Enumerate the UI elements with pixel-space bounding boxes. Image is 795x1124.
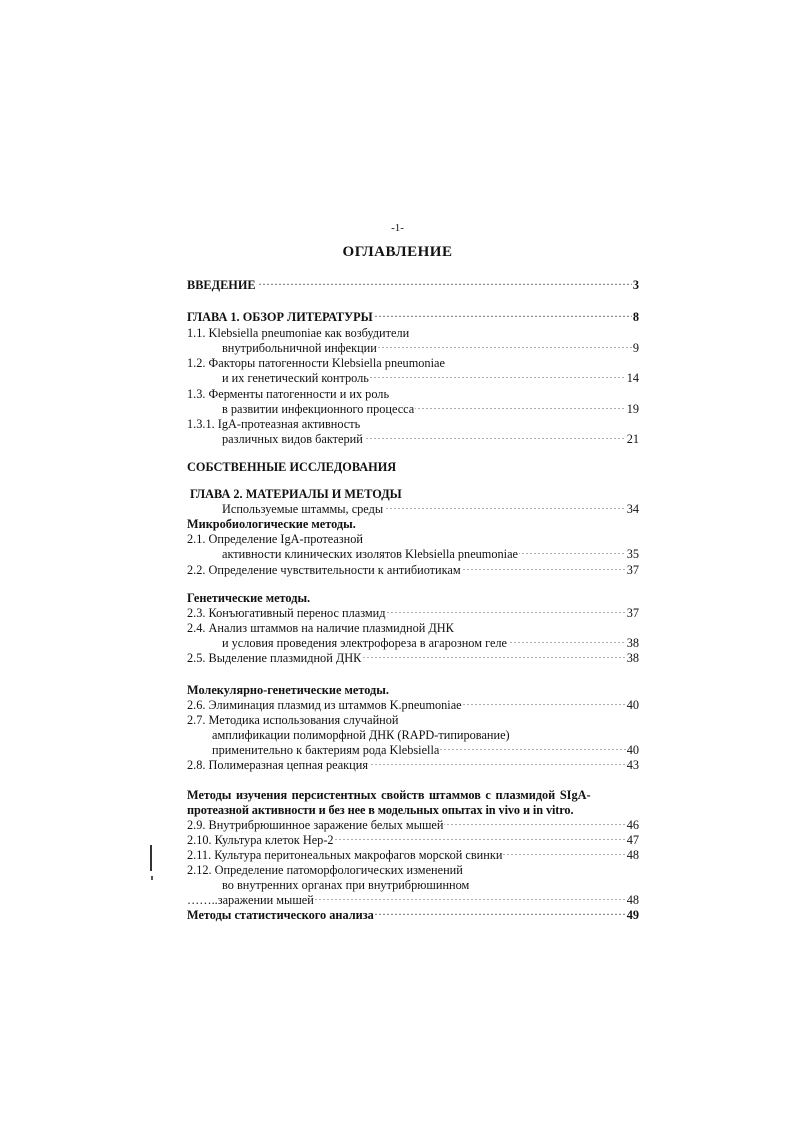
- toc-entry: 1.2. Факторы патогенности Klebsiella pneumoniae: [187, 356, 445, 370]
- subsection-heading: Генетические методы.: [187, 591, 311, 605]
- toc-entry: . . . ГЛАВА 1. ОБЗОР ЛИТЕРАТУРЫ 8: [187, 309, 639, 325]
- subsection-heading: Микробиологические методы.: [187, 517, 356, 531]
- toc-entry: 2.7. Методика использования случайной: [187, 713, 399, 727]
- toc-entry: . . . Методы статистического анализа 49: [187, 907, 639, 923]
- toc-entry: . . . 2.11. Культура перитонеальных макрофагов морской свинки 48: [187, 847, 639, 863]
- toc-entry: амплификации полиморфной ДНК (RAPD-типирование): [212, 728, 510, 742]
- toc-entry: . . . 2.6. Элиминация плазмид из штаммов K.pneumoniae 40: [187, 697, 639, 713]
- toc-entry: во внутренних органах при внутрибрюшинном: [222, 878, 470, 892]
- toc-entry: . . . и условия проведения электрофореза в агарозном геле 38: [222, 635, 639, 651]
- toc-entry: 1.3. Ферменты патогенности и их роль: [187, 387, 390, 401]
- section-heading: СОБСТВЕННЫЕ ИССЛЕДОВАНИЯ: [187, 460, 397, 474]
- toc-entry: . . . 2.3. Конъюгативный перенос плазмид 37: [187, 605, 639, 621]
- toc-entry: 2.12. Определение патоморфологических изменений: [187, 863, 463, 877]
- toc-title: ОГЛАВЛЕНИЕ: [342, 244, 453, 260]
- toc-entry: 1.1. Klebsiella pneumoniae как возбудители: [187, 326, 410, 340]
- toc-entry: . . . внутрибольничной инфекции 9: [222, 340, 639, 356]
- scan-artifact: [150, 845, 152, 871]
- toc-entry: . . . и их генетический контроль 14: [222, 370, 639, 386]
- toc-entry: 2.4. Анализ штаммов на наличие плазмидной ДНК: [187, 621, 454, 635]
- toc-entry: . . . различных видов бактерий 21: [222, 431, 639, 447]
- section-heading: ГЛАВА 2. МАТЕРИАЛЫ И МЕТОДЫ: [190, 487, 402, 501]
- toc-entry: . . . 2.5. Выделение плазмидной ДНК 38: [187, 650, 639, 666]
- toc-entry: . . . активности клинических изолятов Klebsiella pneumoniae 35: [222, 546, 639, 562]
- toc-entry: 2.1. Определение IgA-протеазной: [187, 532, 363, 546]
- toc-entry: . . . применительно к бактериям рода Klebsiella 40: [212, 742, 639, 758]
- toc-entry: . . . ……..заражении мышей 48: [187, 892, 639, 908]
- toc-entry: . . . 2.10. Культура клеток Hep-2 47: [187, 832, 639, 848]
- toc-entry: 1.3.1. IgA-протеазная активность: [187, 417, 361, 431]
- page-number: -1-: [391, 222, 404, 234]
- toc-entry: . . . 2.9. Внутрибрюшинное заражение белых мышей 46: [187, 817, 639, 833]
- toc-entry: . . . Используемые штаммы, среды 34: [222, 501, 639, 517]
- scan-artifact: [151, 876, 153, 880]
- toc-entry: . . . в развитии инфекционного процесса 19: [222, 401, 639, 417]
- toc-entry: . . . 2.2. Определение чувствительности к антибиотикам 37: [187, 562, 639, 578]
- toc-entry: . . . 2.8. Полимеразная цепная реакция 43: [187, 757, 639, 773]
- section-heading: протеазной активности и без нее в модельных опытах in vivo и in vitro.: [187, 803, 574, 817]
- subsection-heading: Молекулярно-генетические методы.: [187, 683, 389, 697]
- section-heading: Методы изучения персистентных свойств штаммов с плазмидой SIgA-: [187, 788, 591, 802]
- toc-entry: . . . ВВЕДЕНИЕ 3: [187, 277, 639, 293]
